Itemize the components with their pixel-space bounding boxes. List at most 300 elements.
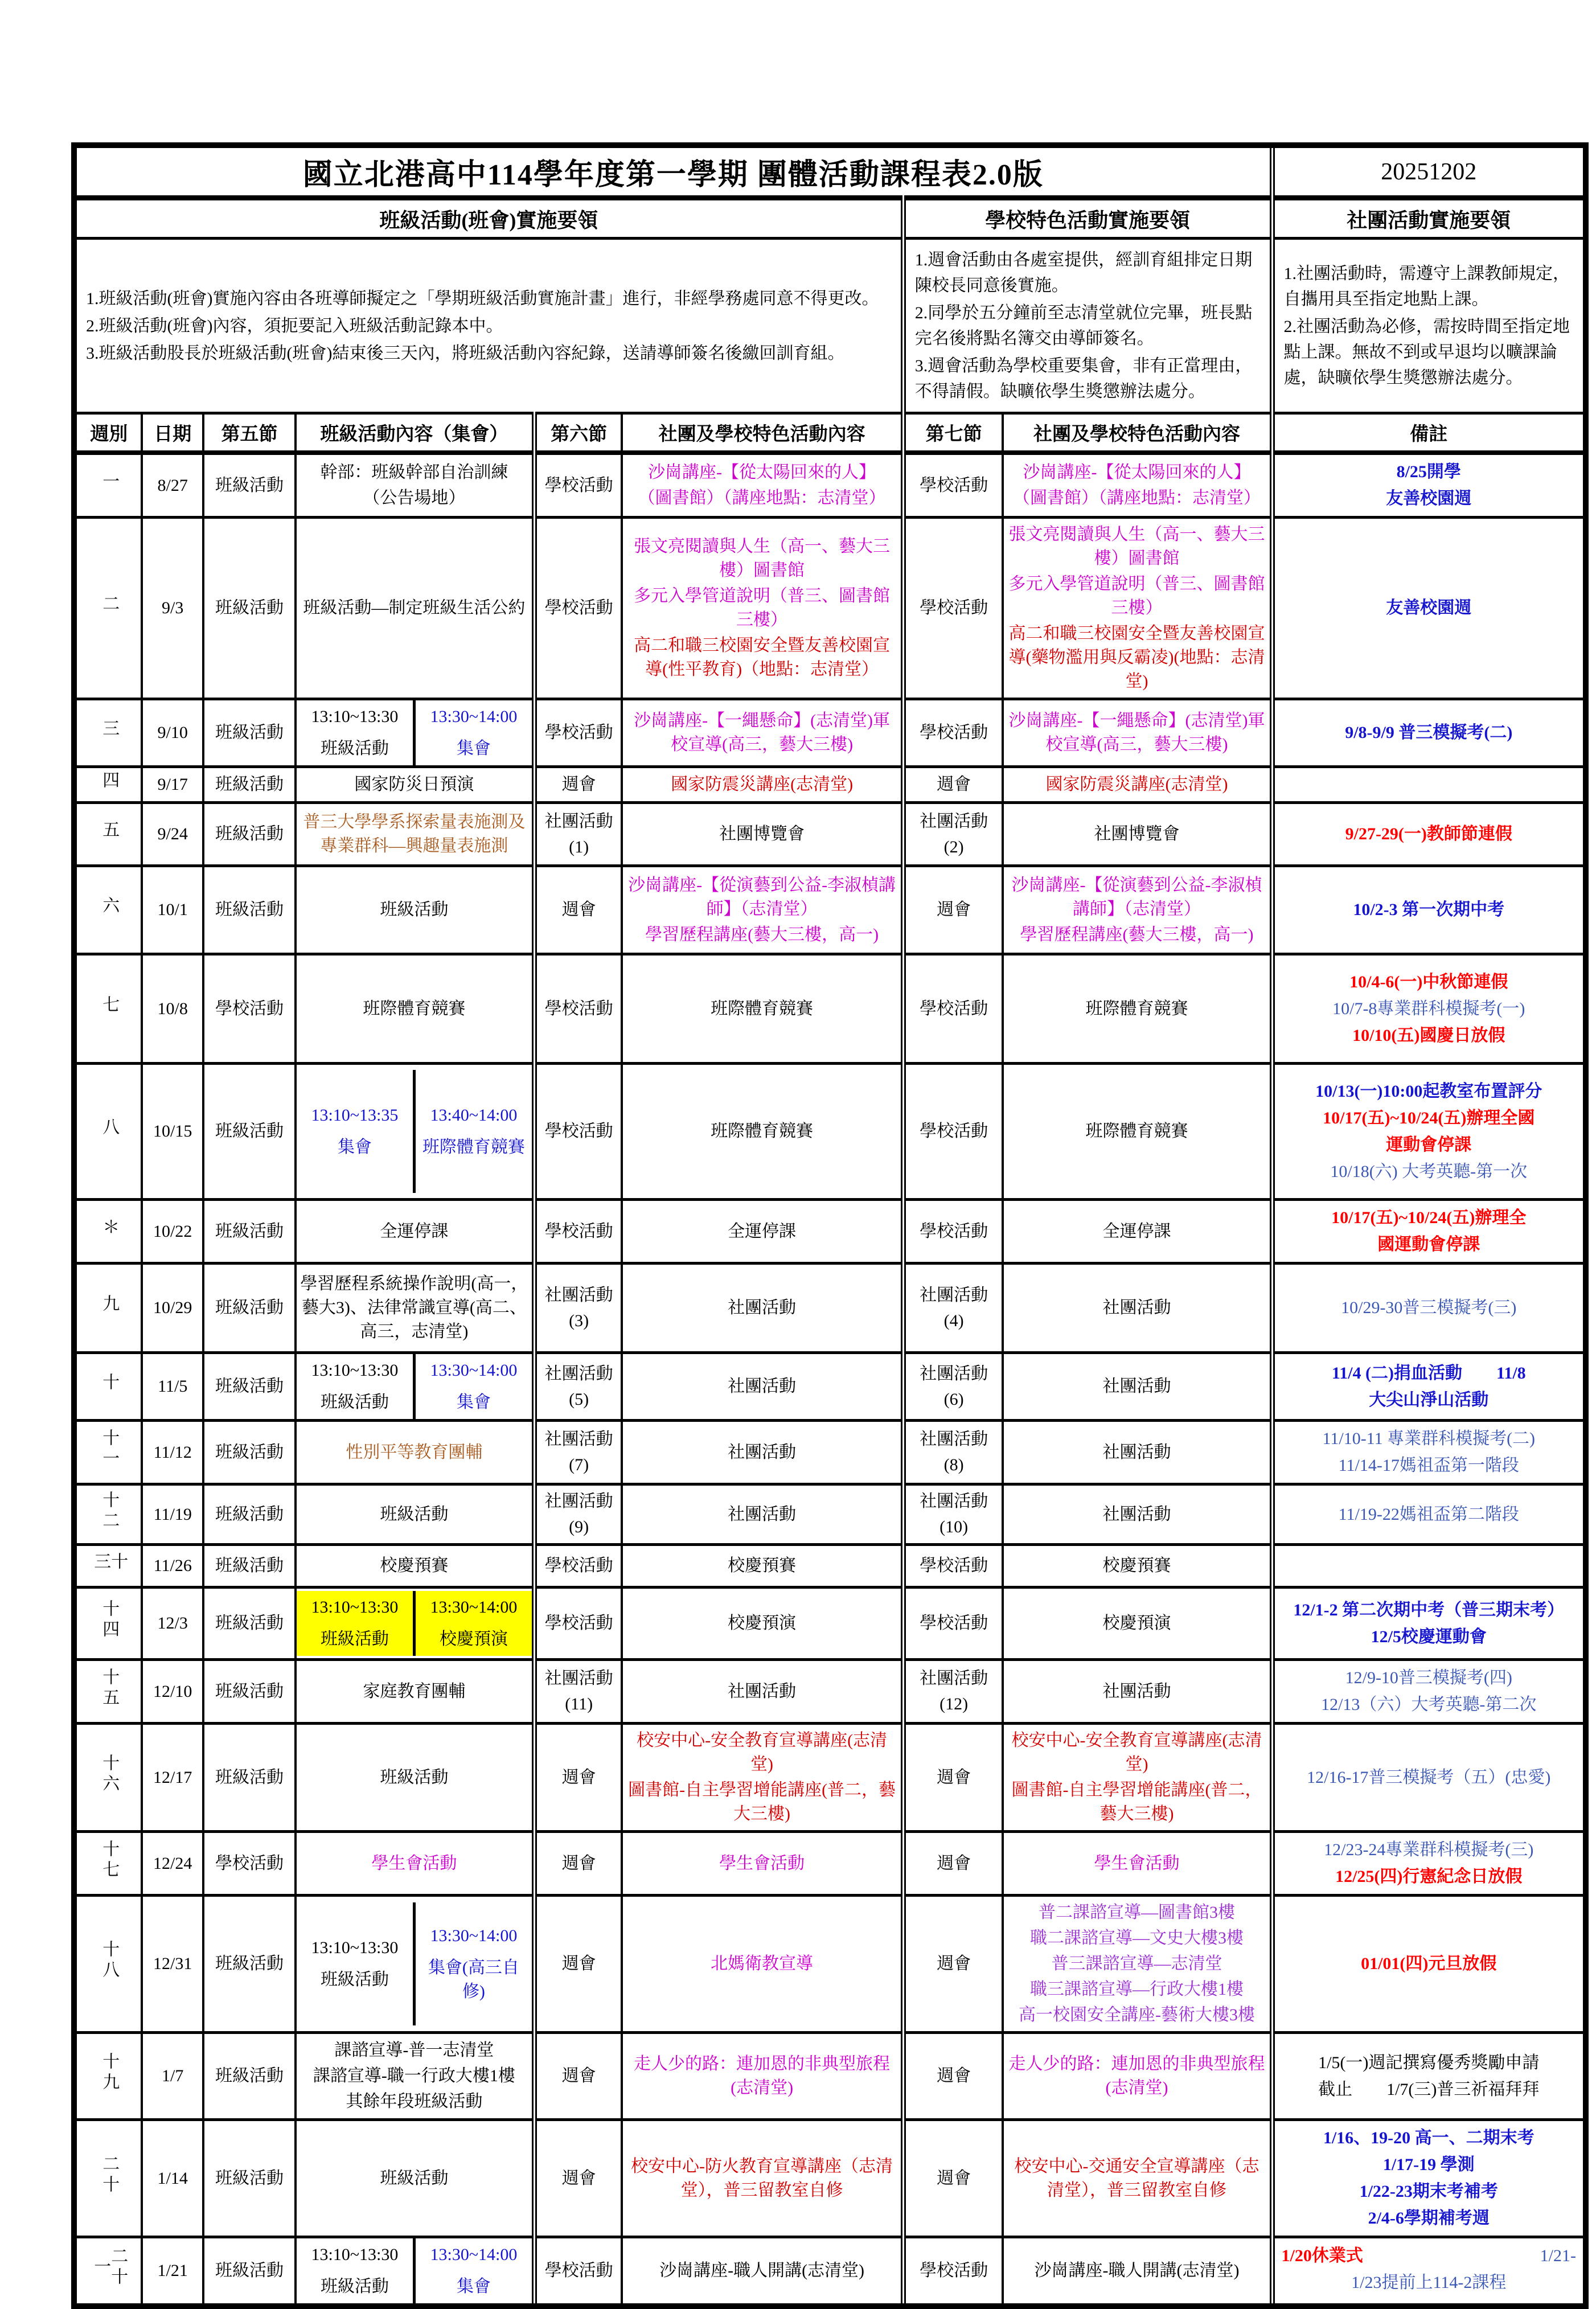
text-line: 校慶預演 bbox=[439, 1630, 508, 1648]
text-line: 友善校園週 bbox=[1386, 598, 1472, 617]
text-line: 學校活動 bbox=[544, 1221, 613, 1241]
text-line: 週會 bbox=[937, 2168, 971, 2188]
text-line: (11) bbox=[565, 1695, 593, 1713]
text-line: 13:30~14:00 bbox=[430, 1926, 518, 1945]
text-line: 班級活動 bbox=[320, 1630, 389, 1648]
remarks-cell bbox=[1272, 2033, 1586, 2120]
text-line: 學生會活動 bbox=[719, 1853, 805, 1873]
week-cell bbox=[74, 1832, 142, 1896]
text-line: 班級活動 bbox=[215, 2261, 284, 2280]
text-line: 週會 bbox=[561, 775, 596, 794]
period5-cell bbox=[203, 1724, 296, 1832]
schedule-row bbox=[74, 1200, 1586, 1264]
text-line: 班際體育競賽 bbox=[422, 1138, 525, 1156]
text-line: 圖書館-自主學習增能講座(普二，藝大三樓) bbox=[628, 1781, 896, 1823]
split-left bbox=[297, 2238, 416, 2303]
text-line: 社團活動 bbox=[728, 1377, 797, 1396]
remark-text: 1/21- bbox=[1540, 2246, 1576, 2265]
activity7-cell bbox=[1003, 1724, 1272, 1832]
text-line: 校慶預賽 bbox=[728, 1556, 797, 1575]
text-line: 01/01(四)元旦放假 bbox=[1361, 1954, 1497, 1973]
text-line: (3) bbox=[569, 1311, 589, 1330]
week-cell bbox=[74, 1421, 142, 1484]
activity7-cell bbox=[1003, 954, 1272, 1064]
text-line: 社團活動 bbox=[544, 1364, 613, 1383]
period6-cell bbox=[534, 1353, 622, 1421]
instruction-line: 3.週會活動為學校重要集會，非有正當理由，不得請假。缺曠依學生獎懲辦法處分。 bbox=[914, 356, 1253, 401]
class-activity-cell bbox=[296, 2033, 534, 2120]
text-line: 學校活動 bbox=[920, 1122, 988, 1141]
text-line: 社團活動 bbox=[1102, 1377, 1171, 1396]
activity7-cell bbox=[1003, 1064, 1272, 1200]
text-line: 國家防震災講座(志清堂) bbox=[1045, 775, 1228, 794]
activity6-cell bbox=[622, 1724, 903, 1832]
week-cell bbox=[74, 1484, 142, 1545]
activity7-cell bbox=[1003, 1588, 1272, 1660]
class-activity-cell bbox=[296, 1588, 534, 1660]
week-cell bbox=[74, 1200, 142, 1264]
text-line: 學校活動 bbox=[544, 999, 613, 1018]
date-cell: 11/12 bbox=[142, 1421, 203, 1484]
date-cell: 1/7 bbox=[142, 2033, 203, 2120]
period6-cell bbox=[534, 1724, 622, 1832]
week-label: 二十一 bbox=[91, 2247, 128, 2288]
text-line: 幹部：班級幹部自治訓練 bbox=[320, 463, 508, 482]
text-line: 學習歷程系統操作說明(高一，藝大3)、法律常識宣導(高二、高三，志清堂) bbox=[300, 1274, 528, 1341]
remarks-cell bbox=[1272, 866, 1586, 954]
text-line: 10/7-8專業群科模擬考(一) bbox=[1332, 999, 1525, 1018]
text-line: (6) bbox=[943, 1389, 964, 1409]
schedule-row bbox=[74, 2237, 1586, 2307]
text-line: 班級活動 bbox=[215, 1442, 284, 1462]
period7-cell bbox=[903, 1421, 1003, 1484]
class-activity-cell bbox=[296, 1832, 534, 1896]
text-line: 1/5(一)週記撰寫優秀獎勵申請 bbox=[1318, 2053, 1540, 2072]
text-line: 週會 bbox=[937, 1853, 971, 1873]
schedule-body bbox=[74, 453, 1586, 2306]
class-activity-cell bbox=[296, 2237, 534, 2307]
text-line: 班級活動 bbox=[215, 1221, 284, 1241]
period7-cell bbox=[903, 1545, 1003, 1588]
period6-cell bbox=[534, 1200, 622, 1264]
activity7-cell bbox=[1003, 2033, 1272, 2120]
text-line: (1) bbox=[569, 837, 589, 856]
instructions-club bbox=[1272, 239, 1586, 413]
week-cell bbox=[74, 954, 142, 1064]
text-line: 1/23提前上114-2課程 bbox=[1351, 2273, 1507, 2292]
text-line: 社團活動 bbox=[920, 1430, 988, 1449]
period5-cell bbox=[203, 1264, 296, 1353]
text-line: 沙崗講座-【從太陽回來的人】 bbox=[648, 463, 876, 482]
text-line: 多元入學管道說明（普三、圖書館三樓） bbox=[634, 587, 891, 629]
text-line: 集會(高三自修) bbox=[428, 1958, 519, 2001]
remarks-cell bbox=[1272, 2237, 1586, 2307]
period5-cell bbox=[203, 1660, 296, 1724]
text-line: 13:10~13:30 bbox=[311, 1598, 399, 1617]
text-line: 學校活動 bbox=[544, 2261, 613, 2280]
col-activity7: 社團及學校特色活動內容 bbox=[1003, 413, 1272, 453]
text-line: 學校活動 bbox=[215, 999, 284, 1018]
remarks-cell bbox=[1272, 1484, 1586, 1545]
schedule-row bbox=[74, 2120, 1586, 2237]
schedule-row bbox=[74, 1660, 1586, 1724]
week-cell bbox=[74, 767, 142, 803]
text-line: 職三課諮宣導—行政大樓1樓 bbox=[1029, 1980, 1244, 1999]
period5-cell bbox=[203, 1832, 296, 1896]
text-line: 1/16、19-20 高一、二期末考 bbox=[1323, 2128, 1535, 2147]
text-line: 圖書館-自主學習增能講座(普二，藝大三樓) bbox=[1011, 1781, 1262, 1823]
class-activity-cell bbox=[296, 1484, 534, 1545]
section-club-activities: 社團活動實施要領 bbox=[1272, 198, 1586, 239]
text-line: 週會 bbox=[561, 1767, 596, 1787]
activity6-cell bbox=[622, 1896, 903, 2033]
text-line: 班級活動 bbox=[215, 475, 284, 495]
class-activity-cell bbox=[296, 803, 534, 866]
text-line: 學校活動 bbox=[215, 1853, 284, 1873]
text-line: 集會 bbox=[337, 1138, 372, 1156]
col-period6: 第六節 bbox=[534, 413, 622, 453]
text-line: (9) bbox=[569, 1518, 589, 1536]
text-line: 週會 bbox=[561, 2168, 596, 2188]
period6-cell bbox=[534, 954, 622, 1064]
text-line: 社團活動 bbox=[544, 1430, 613, 1449]
date-cell: 9/24 bbox=[142, 803, 203, 866]
text-line: 走人少的路：連加恩的非典型旅程(志清堂) bbox=[634, 2054, 891, 2097]
text-line: 班級活動 bbox=[320, 2277, 389, 2296]
schedule-row bbox=[74, 518, 1586, 699]
remarks-cell bbox=[1272, 1545, 1586, 1588]
text-line: 週會 bbox=[937, 1954, 971, 1973]
date-cell: 12/24 bbox=[142, 1832, 203, 1896]
text-line: 大尖山淨山活動 bbox=[1369, 1390, 1489, 1409]
split-right bbox=[416, 700, 532, 765]
split-right bbox=[416, 2238, 532, 2303]
class-activity-cell bbox=[296, 699, 534, 767]
week-cell bbox=[74, 453, 142, 518]
text-line: 班級活動 bbox=[215, 1122, 284, 1141]
text-line: 班級活動 bbox=[215, 900, 284, 919]
text-line: 校安中心-交通安全宣導講座（志清堂），普三留教室自修 bbox=[1014, 2156, 1259, 2200]
date-cell: 11/26 bbox=[142, 1545, 203, 1588]
text-line: 集會 bbox=[456, 739, 491, 758]
section-class-activities: 班級活動(班會)實施要領 bbox=[74, 198, 903, 239]
activity6-cell bbox=[622, 954, 903, 1064]
date-cell: 12/10 bbox=[142, 1660, 203, 1724]
week-cell bbox=[74, 1545, 142, 1588]
schedule-row bbox=[74, 1545, 1586, 1588]
week-cell bbox=[74, 518, 142, 699]
text-line: 學校活動 bbox=[920, 1556, 988, 1575]
period6-cell bbox=[534, 2120, 622, 2237]
text-line: (8) bbox=[943, 1455, 964, 1474]
text-line: 班級活動 bbox=[215, 1954, 284, 1973]
text-line: 12/25(四)行憲紀念日放假 bbox=[1335, 1867, 1523, 1886]
text-line: 社團活動 bbox=[544, 1285, 613, 1305]
activity7-cell bbox=[1003, 1660, 1272, 1724]
text-line: 學習歷程講座(藝大三樓，高一) bbox=[1020, 925, 1254, 944]
class-activity-cell bbox=[296, 1264, 534, 1353]
activity7-cell bbox=[1003, 1896, 1272, 2033]
date-cell: 10/29 bbox=[142, 1264, 203, 1353]
split-left bbox=[297, 700, 416, 765]
text-line: 13:10~13:30 bbox=[311, 1938, 399, 1957]
class-activity-split bbox=[297, 1591, 532, 1656]
activity7-cell bbox=[1003, 699, 1272, 767]
text-line: 班級活動 bbox=[215, 1556, 284, 1575]
text-line: 學校活動 bbox=[544, 475, 613, 495]
remarks-cell bbox=[1272, 1264, 1586, 1353]
class-activity-cell bbox=[296, 1421, 534, 1484]
week-label: 十五 bbox=[100, 1667, 119, 1709]
text-line: 班級活動 bbox=[215, 598, 284, 617]
text-line: 班級活動 bbox=[215, 1681, 284, 1701]
version-date: 20251202 bbox=[1272, 145, 1586, 198]
schedule-row bbox=[74, 1264, 1586, 1353]
text-line: 週會 bbox=[561, 1853, 596, 1873]
text-line: 班級活動 bbox=[320, 1393, 389, 1412]
date-cell: 11/5 bbox=[142, 1353, 203, 1421]
period5-cell bbox=[203, 1484, 296, 1545]
schedule-row bbox=[74, 1421, 1586, 1484]
class-activity-cell bbox=[296, 1064, 534, 1200]
text-line: 沙崗講座-職人開講(志清堂) bbox=[659, 2261, 865, 2280]
text-line: 學校活動 bbox=[920, 1614, 988, 1633]
text-line: 學生會活動 bbox=[371, 1853, 457, 1873]
remark-split-line bbox=[1278, 2244, 1579, 2268]
text-line: 普三大學學系探索量表施測及專業群科—興趣量表施測 bbox=[303, 813, 526, 855]
text-line: 社團活動 bbox=[544, 1669, 613, 1688]
period6-cell bbox=[534, 1896, 622, 2033]
text-line: 性別平等教育團輔 bbox=[346, 1442, 483, 1462]
schedule-row bbox=[74, 1896, 1586, 2033]
text-line: 校安中心-安全教育宣導講座(志清堂) bbox=[637, 1731, 888, 1774]
text-line: 班級活動 bbox=[215, 2168, 284, 2188]
split-left bbox=[297, 1070, 416, 1193]
text-line: 週會 bbox=[561, 2066, 596, 2085]
activity6-cell bbox=[622, 1660, 903, 1724]
week-cell bbox=[74, 2237, 142, 2307]
schedule-row bbox=[74, 767, 1586, 803]
text-line: 週會 bbox=[937, 775, 971, 794]
period6-cell bbox=[534, 2033, 622, 2120]
text-line: 友善校園週 bbox=[1386, 489, 1472, 508]
period6-cell bbox=[534, 767, 622, 803]
column-header-row bbox=[74, 413, 1586, 453]
text-line: 國家防災日預演 bbox=[354, 775, 474, 794]
text-line: 12/1-2 第二次期中考（普三期末考） bbox=[1293, 1600, 1565, 1619]
text-line: 班級活動 bbox=[215, 1614, 284, 1633]
class-activity-split bbox=[297, 2238, 532, 2303]
text-line: （公告場地） bbox=[363, 489, 466, 507]
activity7-cell bbox=[1003, 803, 1272, 866]
period7-cell bbox=[903, 453, 1003, 518]
split-right bbox=[416, 1354, 532, 1419]
period6-cell bbox=[534, 1264, 622, 1353]
split-left bbox=[297, 1354, 416, 1419]
text-line: 社團博覽會 bbox=[1094, 825, 1180, 843]
period5-cell bbox=[203, 1200, 296, 1264]
period5-cell bbox=[203, 2237, 296, 2307]
class-activity-cell bbox=[296, 866, 534, 954]
text-line: 10/17(五)~10/24(五)辦理全國 bbox=[1323, 1108, 1535, 1127]
period5-cell bbox=[203, 2120, 296, 2237]
text-line: 社團博覽會 bbox=[719, 825, 805, 843]
week-label: 二十 bbox=[100, 2154, 119, 2196]
text-line: 校慶預賽 bbox=[380, 1556, 449, 1575]
instruction-line: 1.班級活動(班會)實施內容由各班導師擬定之「學期班級活動實施計畫」進行，非經學務處同意不得更改。 bbox=[86, 289, 879, 308]
period6-cell bbox=[534, 1421, 622, 1484]
text-line: 班級活動—制定班級生活公約 bbox=[303, 598, 526, 617]
activity6-cell bbox=[622, 1832, 903, 1896]
period6-cell bbox=[534, 1484, 622, 1545]
text-line: 2/4-6學期補考週 bbox=[1368, 2209, 1490, 2228]
date-cell: 12/31 bbox=[142, 1896, 203, 2033]
instruction-line: 2.同學於五分鐘前至志清堂就位完畢，班長點完名後將點名簿交由導師簽名。 bbox=[914, 304, 1253, 348]
week-label: 十八 bbox=[100, 1940, 119, 1981]
remarks-cell bbox=[1272, 1353, 1586, 1421]
class-activity-cell bbox=[296, 1200, 534, 1264]
week-cell bbox=[74, 866, 142, 954]
text-line: 其餘年段班級活動 bbox=[346, 2092, 483, 2111]
date-cell: 8/27 bbox=[142, 453, 203, 518]
text-line: (12) bbox=[939, 1695, 969, 1713]
week-cell bbox=[74, 699, 142, 767]
text-line: 全運停課 bbox=[728, 1221, 797, 1241]
text-line: 班級活動 bbox=[215, 1298, 284, 1317]
remarks-cell bbox=[1272, 1421, 1586, 1484]
text-line: 社團活動 bbox=[920, 1364, 988, 1383]
class-activity-split bbox=[297, 1354, 532, 1419]
activity7-cell bbox=[1003, 1545, 1272, 1588]
activity6-cell bbox=[622, 1200, 903, 1264]
section-school-activities: 學校特色活動實施要領 bbox=[903, 198, 1272, 239]
text-line: 社團活動 bbox=[544, 811, 613, 831]
section-header-row bbox=[74, 198, 1586, 239]
text-line: 學校活動 bbox=[920, 1221, 988, 1241]
text-line: （圖書館）（講座地點：志清堂） bbox=[638, 489, 886, 507]
schedule-row bbox=[74, 1588, 1586, 1660]
text-line: 13:30~14:00 bbox=[430, 2245, 518, 2264]
week-cell bbox=[74, 2033, 142, 2120]
schedule-row bbox=[74, 2033, 1586, 2120]
text-line: 沙崗講座-【從太陽回來的人】 bbox=[1023, 463, 1251, 482]
schedule-row bbox=[74, 699, 1586, 767]
col-week: 週別 bbox=[74, 413, 142, 453]
activity7-cell bbox=[1003, 1200, 1272, 1264]
split-left bbox=[297, 1591, 416, 1656]
period5-cell bbox=[203, 699, 296, 767]
period6-cell bbox=[534, 699, 622, 767]
text-line: 多元入學管道說明（普三、圖書館三樓） bbox=[1008, 575, 1265, 617]
schedule-row bbox=[74, 803, 1586, 866]
remarks-cell bbox=[1272, 1832, 1586, 1896]
date-cell: 1/21 bbox=[142, 2237, 203, 2307]
period5-cell bbox=[203, 1064, 296, 1200]
text-line: 13:30~14:00 bbox=[430, 707, 518, 726]
activity7-cell bbox=[1003, 2120, 1272, 2237]
text-line: 班際體育競賽 bbox=[1085, 999, 1188, 1018]
text-line: 運動會停課 bbox=[1386, 1135, 1472, 1154]
text-line: 12/13（六）大考英聽-第二次 bbox=[1321, 1695, 1537, 1714]
text-line: 社團活動 bbox=[1102, 1681, 1171, 1701]
instructions-row bbox=[74, 239, 1586, 413]
text-line: 學校活動 bbox=[920, 2261, 988, 2280]
remarks-cell bbox=[1272, 767, 1586, 803]
text-line: (4) bbox=[943, 1311, 964, 1330]
week-label: 十七 bbox=[100, 1839, 119, 1881]
activity6-cell bbox=[622, 2033, 903, 2120]
week-label: 十六 bbox=[100, 1753, 119, 1795]
title-row bbox=[74, 145, 1586, 198]
text-line: (7) bbox=[569, 1455, 589, 1474]
week-label: 十三 bbox=[91, 1552, 128, 1573]
text-line: 1/22-23期末考補考 bbox=[1359, 2182, 1498, 2201]
activity6-cell bbox=[622, 2120, 903, 2237]
period5-cell bbox=[203, 1588, 296, 1660]
week-cell bbox=[74, 1353, 142, 1421]
activity7-cell bbox=[1003, 1264, 1272, 1353]
week-cell bbox=[74, 1264, 142, 1353]
text-line: 學校活動 bbox=[544, 1122, 613, 1141]
period5-cell bbox=[203, 866, 296, 954]
text-line: 社團活動 bbox=[1102, 1298, 1171, 1317]
text-line: 班級活動 bbox=[215, 1504, 284, 1524]
activity7-cell bbox=[1003, 1484, 1272, 1545]
class-activity-cell bbox=[296, 1545, 534, 1588]
remarks-cell bbox=[1272, 699, 1586, 767]
page-title: 國立北港高中114學年度第一學期 團體活動課程表2.0版 bbox=[74, 145, 1272, 198]
text-line: 13:30~14:00 bbox=[430, 1361, 518, 1380]
text-line: 班級活動 bbox=[380, 1504, 449, 1524]
schedule-row bbox=[74, 1064, 1586, 1200]
week-label: 十 bbox=[100, 1373, 119, 1393]
text-line: 學生會活動 bbox=[1094, 1853, 1180, 1873]
period7-cell bbox=[903, 2237, 1003, 2307]
period7-cell bbox=[903, 1724, 1003, 1832]
text-line: 班際體育競賽 bbox=[1085, 1122, 1188, 1141]
split-right bbox=[416, 1902, 532, 2025]
class-activity-split bbox=[297, 700, 532, 765]
remarks-cell bbox=[1272, 1896, 1586, 2033]
text-line: 張文亮閱讀與人生（高一、藝大三樓）圖書館 bbox=[1008, 525, 1265, 568]
period7-cell bbox=[903, 1896, 1003, 2033]
text-line: 校慶預演 bbox=[728, 1614, 797, 1633]
text-line: 週會 bbox=[937, 2066, 971, 2085]
period6-cell bbox=[534, 1832, 622, 1896]
text-line: 社團活動 bbox=[1102, 1442, 1171, 1462]
text-line: 10/17(五)~10/24(五)辦理全 bbox=[1331, 1208, 1527, 1227]
remarks-cell bbox=[1272, 1660, 1586, 1724]
text-line: 9/27-29(一)教師節連假 bbox=[1345, 825, 1512, 843]
activity7-cell bbox=[1003, 2237, 1272, 2307]
period5-cell bbox=[203, 767, 296, 803]
text-line: 班級活動 bbox=[215, 775, 284, 794]
period7-cell bbox=[903, 2120, 1003, 2237]
period6-cell bbox=[534, 1588, 622, 1660]
split-left bbox=[297, 1902, 416, 2025]
remarks-cell bbox=[1272, 954, 1586, 1064]
col-remarks: 備註 bbox=[1272, 413, 1586, 453]
col-class-activity: 班級活動內容（集會） bbox=[296, 413, 534, 453]
text-line: 走人少的路：連加恩的非典型旅程(志清堂) bbox=[1008, 2054, 1265, 2097]
text-line: 校安中心-安全教育宣導講座(志清堂) bbox=[1011, 1731, 1262, 1774]
period7-cell bbox=[903, 954, 1003, 1064]
text-line: 沙崗講座-【從演藝到公益-李淑楨講師】（志清堂） bbox=[1011, 875, 1262, 918]
text-line: 學習歷程講座(藝大三樓，高一) bbox=[645, 925, 879, 944]
period5-cell bbox=[203, 1421, 296, 1484]
week-label: 九 bbox=[100, 1294, 119, 1315]
period5-cell bbox=[203, 1545, 296, 1588]
